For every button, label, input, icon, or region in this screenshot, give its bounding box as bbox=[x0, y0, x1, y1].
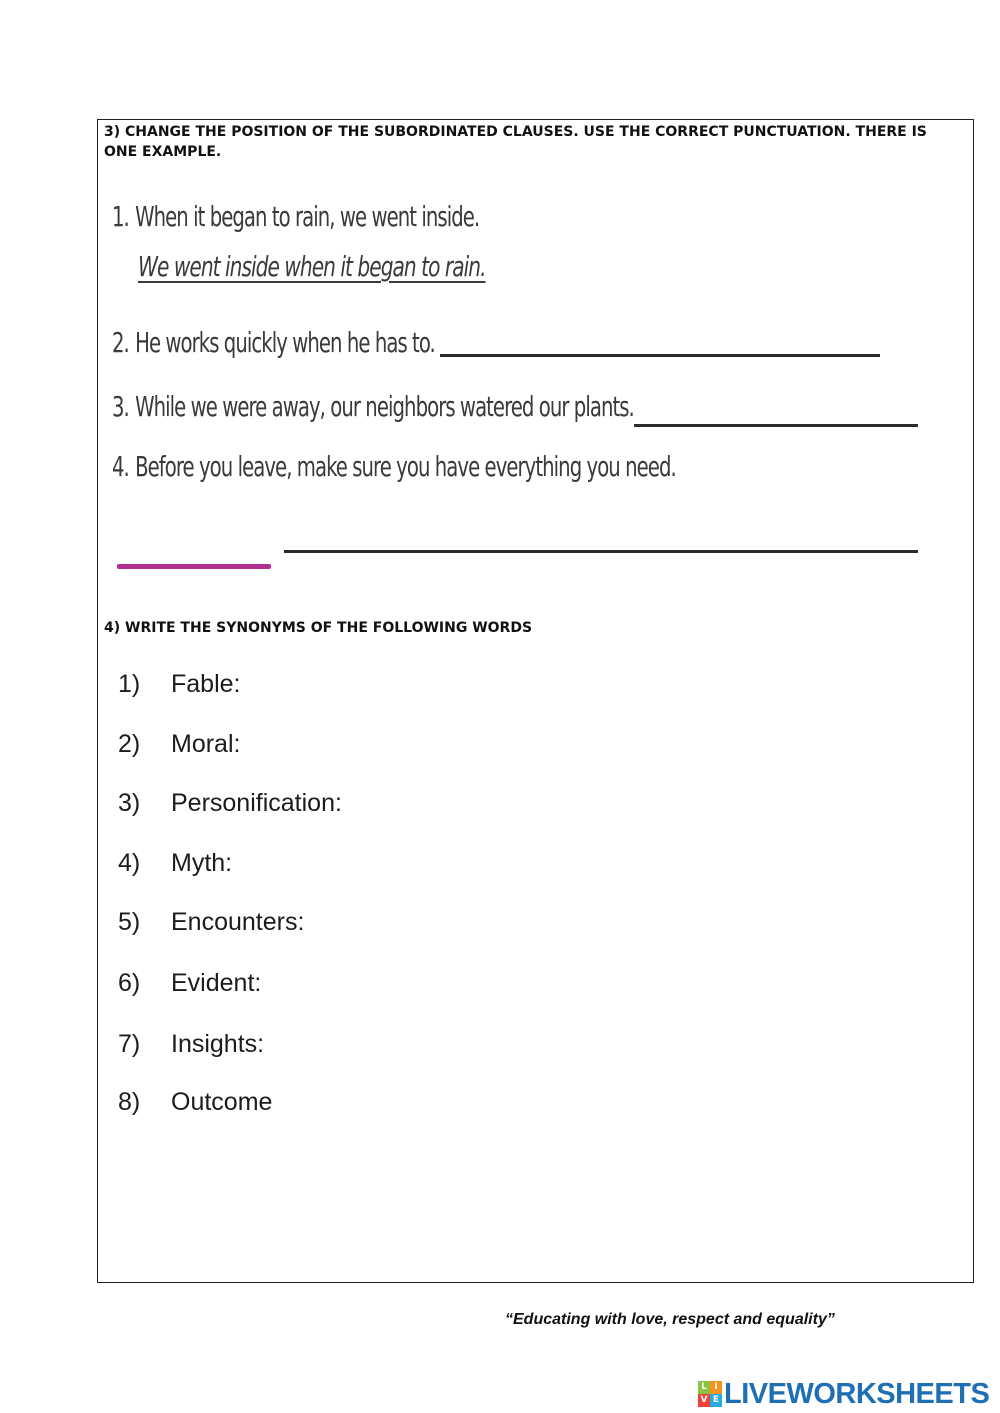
item-word: Fable: bbox=[171, 670, 241, 698]
exercise-4-title: 4) WRITE THE SYNONYMS OF THE FOLLOWING WORDS bbox=[104, 620, 533, 636]
item-number: 6) bbox=[118, 969, 141, 997]
synonym-item-evident bbox=[118, 969, 261, 998]
item-number: 4. bbox=[112, 450, 129, 483]
item-number: 2. bbox=[112, 326, 129, 359]
item-word: Encounters: bbox=[171, 908, 305, 936]
item-word: Personification: bbox=[171, 789, 342, 817]
logo-mark-icon bbox=[698, 1381, 722, 1407]
logo-mark-letter: L bbox=[698, 1381, 710, 1394]
example-answer: We went inside when it began to rain. bbox=[138, 250, 486, 283]
logo-mark-letter: E bbox=[710, 1394, 722, 1407]
exercise-3-item-4 bbox=[112, 450, 676, 483]
highlight-bar bbox=[117, 564, 271, 569]
item-number: 2) bbox=[118, 730, 141, 758]
synonym-item-moral bbox=[118, 730, 240, 759]
item-number: 8) bbox=[118, 1088, 141, 1116]
item-number: 5) bbox=[118, 908, 141, 936]
item-number: 4) bbox=[118, 849, 141, 877]
item-number: 3. bbox=[112, 390, 129, 423]
answer-line-4[interactable] bbox=[284, 550, 918, 553]
brand-name: LIVEWORKSHEETS bbox=[724, 1377, 990, 1410]
synonym-item-myth bbox=[118, 849, 232, 878]
answer-line-2[interactable] bbox=[440, 354, 880, 357]
item-number: 1. bbox=[112, 200, 129, 233]
synonym-item-encounters bbox=[118, 908, 304, 937]
item-word: Moral: bbox=[171, 730, 241, 758]
synonym-item-fable bbox=[118, 670, 240, 699]
item-sentence: He works quickly when he has to. bbox=[135, 326, 435, 359]
synonym-item-personification bbox=[118, 789, 342, 818]
logo-mark-letter: V bbox=[698, 1394, 710, 1407]
item-number: 7) bbox=[118, 1030, 141, 1058]
exercise-3-item-2 bbox=[112, 326, 435, 359]
item-word: Insights: bbox=[171, 1030, 265, 1058]
answer-line-3[interactable] bbox=[634, 424, 918, 427]
exercise-3-title: 3) CHANGE THE POSITION OF THE SUBORDINATED CLAUSES. USE THE CORRECT PUNCTUATION. THERE IS ONE EXAMPLE. bbox=[104, 124, 927, 160]
school-motto: “Educating with love, respect and equality” bbox=[505, 1311, 835, 1328]
item-word: Myth: bbox=[171, 849, 233, 877]
synonym-item-outcome bbox=[118, 1088, 272, 1117]
item-number: 1) bbox=[118, 670, 141, 698]
item-sentence: When it began to rain, we went inside. bbox=[135, 200, 480, 233]
item-sentence: While we were away, our neighbors watered our plants. bbox=[135, 390, 634, 423]
item-word: Evident: bbox=[171, 969, 262, 997]
synonym-item-insights bbox=[118, 1030, 264, 1059]
liveworksheets-logo[interactable] bbox=[698, 1378, 989, 1410]
item-sentence: Before you leave, make sure you have everything you need. bbox=[135, 450, 676, 483]
item-word: Outcome bbox=[171, 1088, 273, 1116]
exercise-3-item-3 bbox=[112, 390, 634, 423]
logo-mark-letter: I bbox=[710, 1381, 722, 1394]
item-number: 3) bbox=[118, 789, 141, 817]
exercise-3-item-1 bbox=[112, 200, 479, 233]
